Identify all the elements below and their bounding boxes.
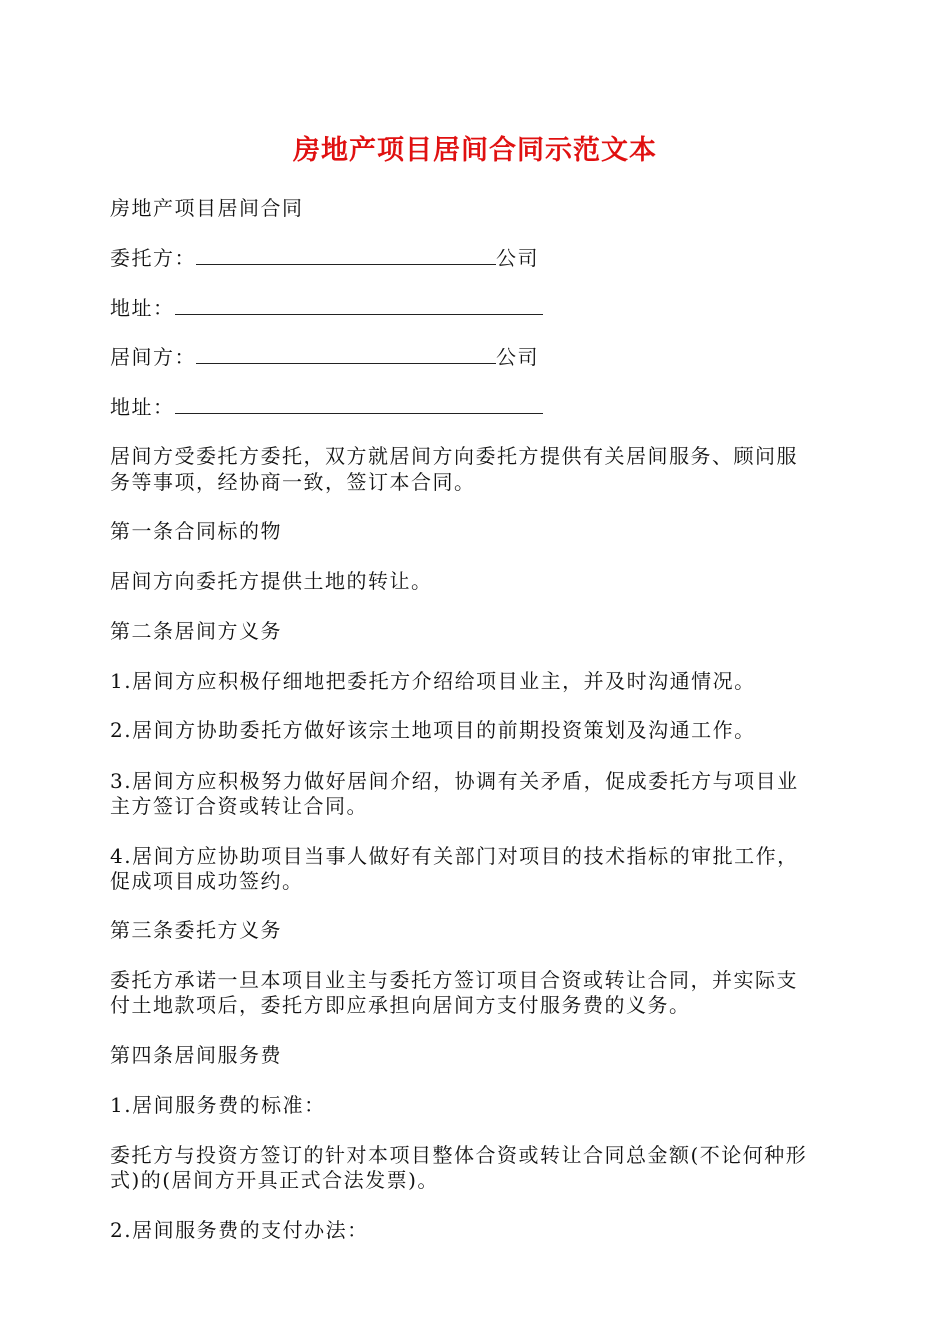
intermediary-party-label: 居间方： — [110, 345, 196, 369]
article-3-title: 第三条委托方义务 — [110, 918, 282, 942]
article-4-title: 第四条居间服务费 — [110, 1043, 282, 1067]
preamble-line-2: 务等事项，经协商一致，签订本合同。 — [110, 470, 476, 494]
address-blank — [175, 395, 543, 414]
article-2-title: 第二条居间方义务 — [110, 619, 282, 643]
entrusting-address-line — [110, 293, 845, 323]
intermediary-address-line — [110, 392, 845, 422]
article-2-item-2: 2.居间方协助委托方做好该宗土地项目的前期投资策划及沟通工作。 — [110, 718, 756, 742]
article-1-title: 第一条合同标的物 — [110, 519, 282, 543]
entrusting-party-label: 委托方： — [110, 246, 196, 270]
article-4-item-2: 2.居间服务费的支付办法： — [110, 1218, 369, 1242]
article-2-item-3-line-2: 主方签订合资或转让合同。 — [110, 794, 368, 818]
article-1-text: 居间方向委托方提供土地的转让。 — [110, 569, 433, 593]
entrusting-party-blank — [196, 246, 496, 265]
document-title: 房地产项目居间合同示范文本 — [293, 135, 657, 166]
address-label: 地址： — [110, 395, 175, 419]
article-2-item-3-line-1: 3.居间方应积极努力做好居间介绍，协调有关矛盾，促成委托方与项目业 — [110, 769, 799, 793]
intermediary-party-blank — [196, 345, 496, 364]
address-label: 地址： — [110, 296, 175, 320]
article-4-item-1: 1.居间服务费的标准： — [110, 1093, 326, 1117]
contract-heading: 房地产项目居间合同 — [110, 196, 304, 220]
article-4-item-1-text-line-2: 式)的(居间方开具正式合法发票)。 — [110, 1168, 439, 1192]
entrusting-party-suffix: 公司 — [496, 246, 539, 270]
preamble-line-1: 居间方受委托方委托，双方就居间方向委托方提供有关居间服务、顾问服 — [110, 444, 798, 468]
article-3-text-line-1: 委托方承诺一旦本项目业主与委托方签订项目合资或转让合同，并实际支 — [110, 968, 798, 992]
intermediary-party-suffix: 公司 — [496, 345, 539, 369]
article-3-text-line-2: 付土地款项后，委托方即应承担向居间方支付服务费的义务。 — [110, 993, 691, 1017]
article-2-item-4-line-2: 促成项目成功签约。 — [110, 869, 304, 893]
intermediary-party-line — [110, 342, 845, 372]
article-2-item-4-line-1: 4.居间方应协助项目当事人做好有关部门对项目的技术指标的审批工作， — [110, 844, 799, 868]
article-2-item-1: 1.居间方应积极仔细地把委托方介绍给项目业主，并及时沟通情况。 — [110, 669, 756, 693]
address-blank — [175, 296, 543, 315]
entrusting-party-line — [110, 243, 845, 273]
article-4-item-1-text-line-1: 委托方与投资方签订的针对本项目整体合资或转让合同总金额(不论何种形 — [110, 1143, 808, 1167]
